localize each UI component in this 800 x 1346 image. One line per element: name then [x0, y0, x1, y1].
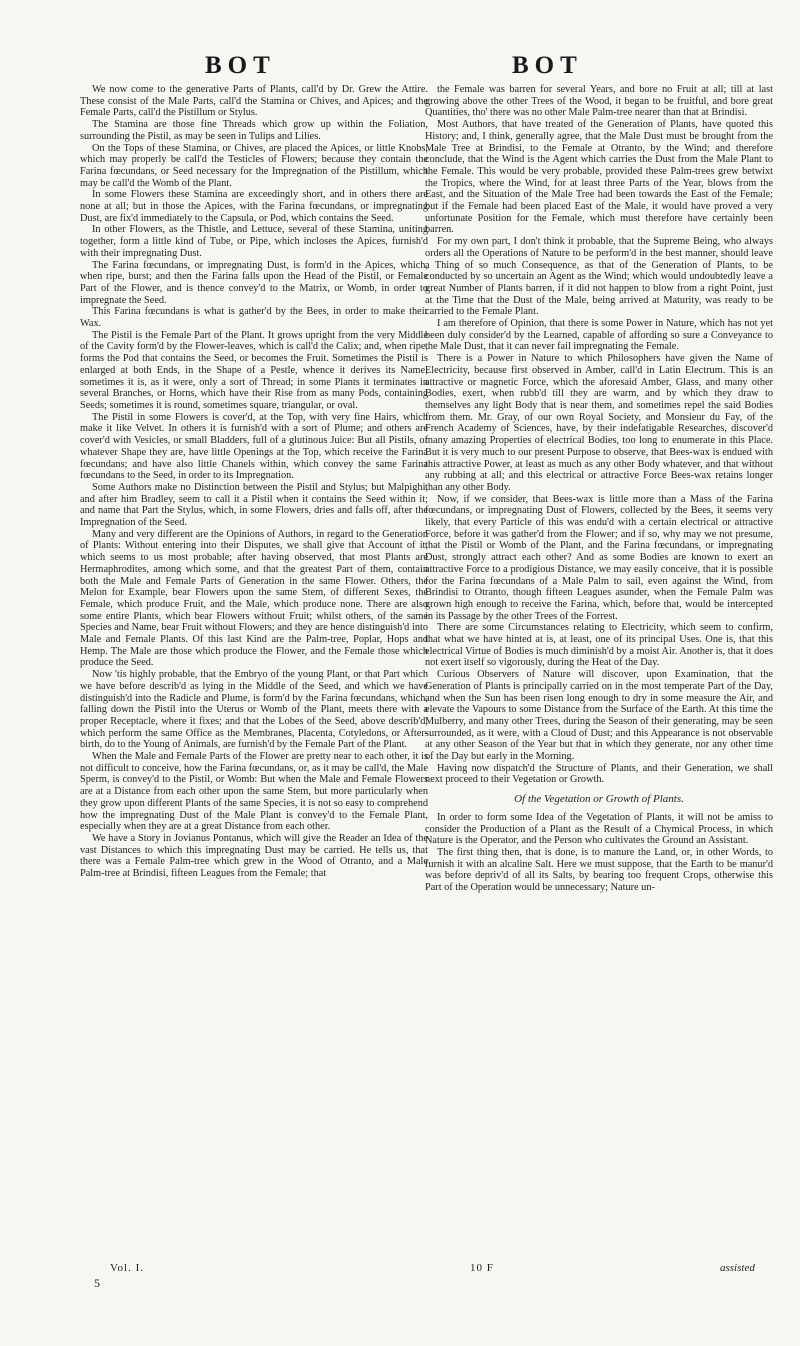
paragraph: In order to form some Idea of the Vegetation of Plants, it will not be amiss to consider the Production of a Plant as the Result of a Chymical Process, in which Nature is the Operator, and the Person who cultivates the Ground an Assistant.	[425, 811, 773, 847]
signature-mark: 10 F	[470, 1262, 494, 1274]
paragraph: When the Male and Female Parts of the Flower are pretty near to each other, it is not difficult to conceive, how the Farina fœcundans, or, as it may be call'd, the Male Sperm, is convey'd to the Pistil, or Womb: But when the Male and Female Flowers are at a Distance from each other upon the same Stem, but more particularly when they grow upon different Plants of the same Species, it is not so easy to comprehend how the impregnating Dust of the Male Plant is convey'd to the Female Plant, especially when they are at a great Distance from each other.	[80, 751, 428, 833]
paragraph: the Female was barren for several Years, and bore no Fruit at all; till at last growing above the other Trees of the Wood, it began to be fruitful, and bore great Quantities, tho' there was no other Male Palm-tree nearer than that at Brindisi.	[425, 84, 773, 119]
paragraph: Now 'tis highly probable, that the Embryo of the young Plant, or that Part which we have before describ'd as lying in the Middle of the Seed, and which we have distinguish'd into the Radicle and Plume, is form'd by the Farina fœcundans, which, falling down the Pistil into the Uterus or Womb of the Plant, meets there with a proper Receptacle, where it fixes; and that the Lobes of the Seed, above describ'd, which perform the same Office as the Membranes, Placenta, Cotyledons, or After-birth, do to the Young of Animals, are furnish'd by the Female Part of the Plant.	[80, 669, 428, 751]
left-column	[80, 84, 428, 880]
right-column	[425, 84, 773, 894]
page-footer	[0, 1262, 800, 1302]
paragraph: The Pistil is the Female Part of the Plant. It grows upright from the very Middle of the Cavity form'd by the Flower-leaves, which is call'd the Calix; and, when ripe, forms the Pod that contains the Seed, or becomes the Fruit. Sometimes the Pistil is enlarged at both Ends, in the Shape of a Pestle, whence it derives its Name; sometimes it is, as it were, only a sort of Thread; in some Plants it terminates in several Branches, or Horns, which have their Rise from as many Pods, containing Seeds; sometimes it is round, sometimes square, triangular, or oval.	[80, 329, 428, 411]
paragraph: Curious Observers of Nature will discover, upon Examination, that the Generation of Plants is principally carried on in the most temperate Part of the Day, and when the Sun has been risen long enough to dry in some measure the Air, and elevate the Vapours to some Distance from the Surface of the Earth. At this time the Mulberry, and many other Trees, during the Season of their generating, may be seen surrounded, as it were, with a Cloud of Dust; and this Appearance is not observable at any other Season of the Year but that in which they generate, nor any other time of the Day but early in the Morning.	[425, 669, 773, 763]
paragraph: Most Authors, that have treated of the Generation of Plants, have quoted this History; and, I think, generally agree, that the Male Dust must be brought from the Male Tree at Brindisi, to the Female at Otranto, by the Wind; and therefore conclude, that the Wind is the Agent which carries the Dust from the Male Plant to the Female. This would be very probable, provided these Palm-trees grew betwixt the Tropics, where the Wind, for at least three Parts of the Year, blows from the East, and the Situation of the Male Tree had been towards the East of the Female; but if the Female had been placed East of the Male, it would have proved a very unfortunate Position for the Female, which must therefore have certainly been barren.	[425, 119, 773, 236]
page-number: 5	[94, 1276, 100, 1290]
paragraph: For my own part, I don't think it probable, that the Supreme Being, who always orders all the Operations of Nature to be perform'd in the best manner, should leave a Thing of so much Consequence, as that of the Generation of Plants, to be conducted by so uncertain an Agent as the Wind; which would undoubtedly leave a great Number of Plants barren, if it did not happen to blow from a right Point, just at the Time that the Dust of the Male, being arrived at Maturity, was ready to be carried to the Female Plant.	[425, 236, 773, 318]
running-head-right: BOT	[512, 52, 583, 79]
paragraph: On the Tops of these Stamina, or Chives, are placed the Apices, or little Knobs, which may properly be call'd the Testicles of Flowers; because they contain the Farina fœcundans, or Seed necessary for the Impregnation of the Pistillum, which may be call'd the Womb of the Plant.	[80, 142, 428, 189]
paragraph: The first thing then, that is done, is to manure the Land, or, in other Words, to furnish it with an alcaline Salt. Here we must suppose, that the Earth to be manur'd was before depriv'd of all its Salts, by bearing too frequent Crops, otherwise this Part of the Operation would be unnecessary; Nature un-	[425, 847, 773, 894]
paragraph: The Farina fœcundans, or impregnating Dust, is form'd in the Apices, which, when ripe, burst; and then the Farina falls upon the Head of the Pistil, or Female Part of the Flower, and is thence convey'd to the Matrix, or Womb, in order to impregnate the Seed.	[80, 259, 428, 306]
paragraph: I am therefore of Opinion, that there is some Power in Nature, which has not yet been duly consider'd by the Learned, capable of affording so sure a Conveyance to the Male Dust, that it can never fail impregnating the Female.	[425, 318, 773, 353]
paragraph: In other Flowers, as the Thistle, and Lettuce, several of these Stamina, uniting together, form a little kind of Tube, or Pipe, which incloses the Apices, furnish'd with their impregnating Dust.	[80, 224, 428, 259]
paragraph: Many and very different are the Opinions of Authors, in regard to the Generation of Plants: Without entering into their Disputes, we shall give that Account of it, which seems to us most probable; after having observed, that most Plants are Hermaphrodites, among which some, and that the greatest Part of them, contain both the Male and Female Parts of Generation in the same Flower. Others, the Melon for Example, bear Flowers upon the same Stem, of different Sexes, the Female, which produce Fruit, and the Male, which produce none. There are also some entire Plants, which bear Flowers without Fruit; whilst others, of the same Species and Name, bear Fruit without Flowers; and they are hence distinguish'd into Male and Female Plants. Of this last Kind are the Palm-tree, Poplar, Hops and Hemp. The Male are those which produce the Flower, and the Female those which produce the Seed.	[80, 528, 428, 669]
section-heading: Of the Vegetation or Growth of Plants.	[514, 793, 684, 806]
paragraph: The Pistil in some Flowers is cover'd, at the Top, with very fine Hairs, which make it like Velvet. In others it is furnish'd with a sort of Plume; and others are cover'd with Vesicles, or small Bladders, full of a glutinous Juice: But all Pistils, of whatever Shape they are, have little Openings at the Top, which receive the Farina fœcundans; and have also little Chanels within, which convey the same Farina fœcundans to the Seed, in order to its Impregnation.	[80, 411, 428, 482]
paragraph: Some Authors make no Distinction between the Pistil and Stylus; but Malpighi, and after him Bradley, seem to call it a Pistil when it contains the Seed within it; and name that Part the Stylus, which, in some Flowers, dries and falls off, after the Impregnation of the Seed.	[80, 481, 428, 529]
volume-label: Vol. I.	[110, 1262, 144, 1274]
paragraph: Having now dispatch'd the Structure of Plants, and their Generation, we shall next proceed to their Vegetation or Growth.	[425, 762, 773, 786]
paragraph: There is a Power in Nature to which Philosophers have given the Name of Electricity, because first observed in Amber, call'd in Latin Electrum. This is an attractive or magnetic Force, which the aforesaid Amber, Glass, and many other Bodies, exert, when rubb'd till they are warm, and by which they draw to themselves any light Body that is near them, and sometimes repel the said Bodies from them. Mr. Gray, of our own Royal Society, and Monsieur du Fay, of the French Academy of Sciences, have, by their indefatigable Researches, discover'd many amazing Properties of electrical Bodies, too long to enumerate in this Place. But it is very much to our present Purpose to observe, that Bees-wax is endued with this attractive Power, at least as much as any other Body whatever, and that without any rubbing at all; and this electrical or attractive Force Bees-wax retains longer than any other Body.	[425, 353, 773, 493]
paragraph: There are some Circumstances relating to Electricity, which seem to confirm, that what we have hinted at is, at least, one of its principal Uses. One is, that this electrical Virtue of Bodies is much diminish'd by a moist Air. Another is, that it does not exert itself so vigorously, during the Heat of the Day.	[425, 622, 773, 669]
paragraph: We now come to the generative Parts of Plants, call'd by Dr. Grew the Attire. These consist of the Male Parts, call'd the Stamina or Chives, and Apices; and the Female Parts, call'd the Pistillum or Stylus.	[80, 84, 428, 119]
paragraph: The Stamina are those fine Threads which grow up within the Foliation, surrounding the Pistil, as may be seen in Tulips and Lilies.	[80, 119, 428, 142]
paragraph: We have a Story in Jovianus Pontanus, which will give the Reader an Idea of the vast Distances to which this impregnating Dust may be carried. He tells us, that there was a Female Palm-tree which grew in the Wood of Otranto, and a Male Palm-tree at Brindisi, fifteen Leagues from the Female; that	[80, 833, 428, 880]
catchword: assisted	[720, 1262, 755, 1274]
paragraph: This Farina fœcundans is what is gather'd by the Bees, in order to make their Wax.	[80, 306, 428, 330]
running-head	[0, 52, 800, 82]
paragraph: In some Flowers these Stamina are exceedingly short, and in others there are none at all; but in those the Apices, with the Farina fœcundans, or impregnating Dust, are fix'd immediately to the Capsula, or Pod, which contains the Seed.	[80, 189, 428, 224]
running-head-left: BOT	[205, 52, 276, 79]
paragraph: Now, if we consider, that Bees-wax is little more than a Mass of the Farina fœcundans, or impregnating Dust of Flowers, collected by the Bees, it seems very likely, that every Particle of this was endu'd with a certain electrical or attractive Force, before it was gather'd from the Flower; and if so, why may we not presume, that the Pistil or Womb of the Plant, and the Farina fœcundans, or impregnating Dust, strongly attract each other? And as some Bodies are known to exert an attractive Force to a prodigious Distance, we may easily conceive, that it is possible for the Farina fœcundans of a Male Palm to sail, even against the Wind, from Brindisi to Otranto, though fifteen Leagues asunder, when the Female Palm was grown high enough to receive the Farina, which, before that, would be intercepted in its Passage by the other Trees of the Forrest.	[425, 493, 773, 622]
